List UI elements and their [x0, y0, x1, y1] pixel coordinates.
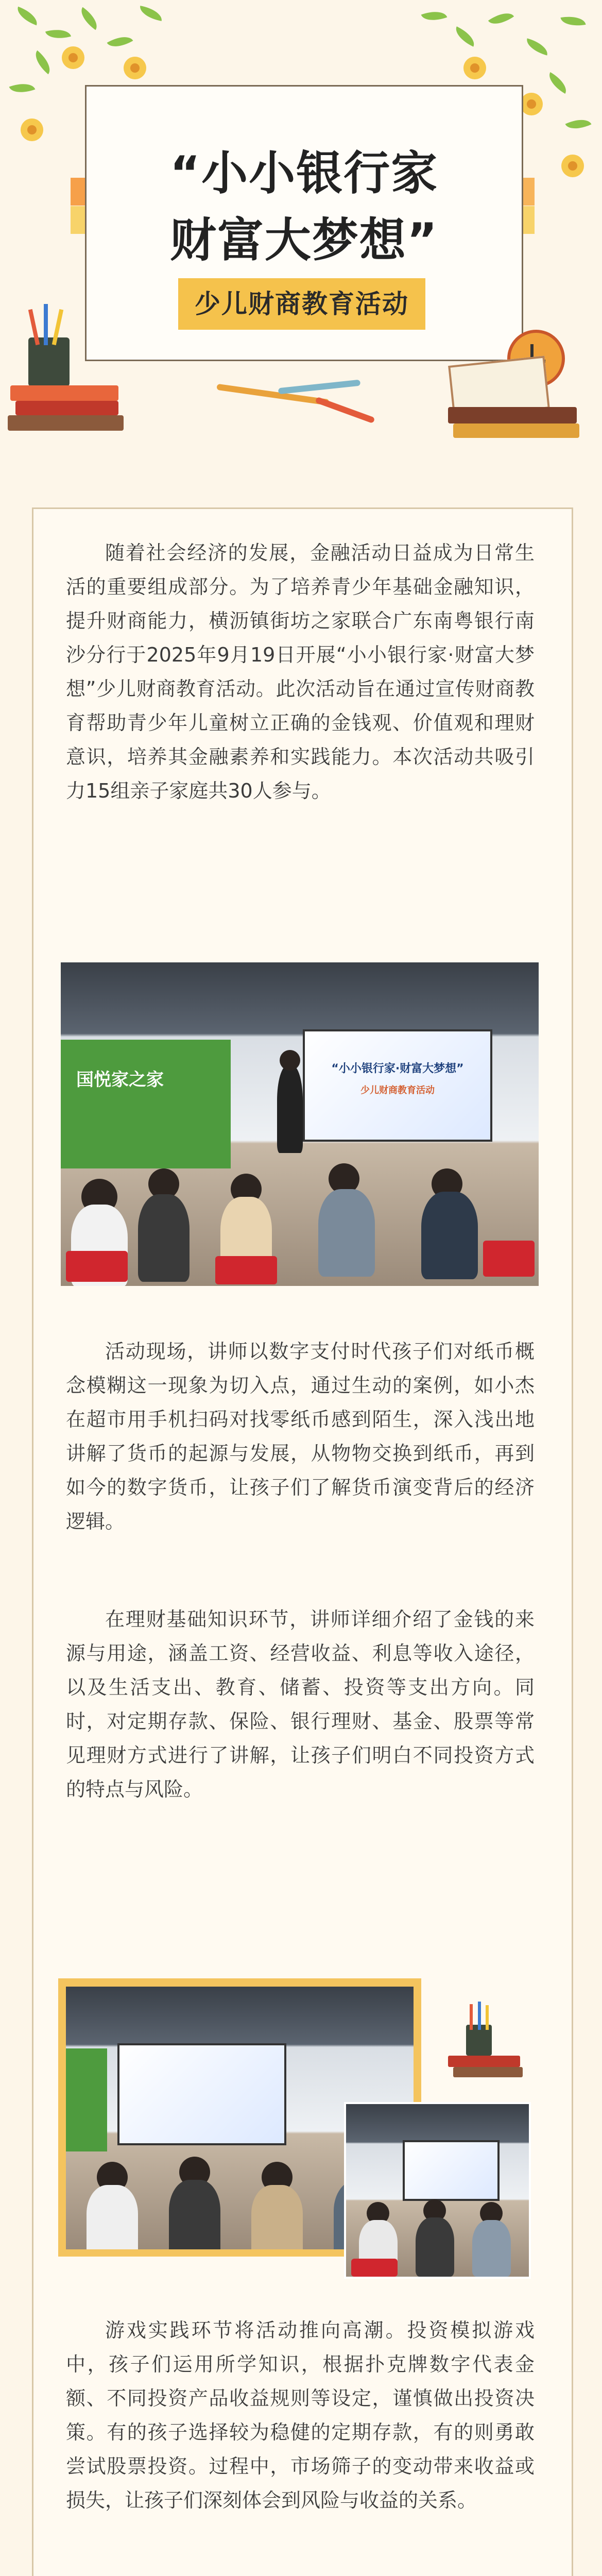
pencil-decoration [278, 380, 360, 395]
yellow-tab-decoration [71, 206, 86, 234]
pencil-decoration [315, 397, 375, 423]
page-title-line2: 财富大梦想” [169, 213, 439, 267]
article-paragraph-3: 在理财基础知识环节，讲师详细介绍了金钱的来源与用途，涵盖工资、经营收益、利息等收入途径，以及生活支出、教育、储蓄、投资等支出方向。同时，对定期存款、保险、银行理财、基金、股票等常见理财方式进行了讲解，让孩子们明白不同投资方式的特点与风险。 [66, 1608, 535, 1801]
article-paragraph-4: 游戏实践环节将活动推向高潮。投资模拟游戏中，孩子们运用所学知识，根据扑克牌数字代表金额、不同投资产品收益规则等设定，谨慎做出投资决策。有的孩子选择较为稳健的定期存款，有的则勇敢尝试股票投资。过程中，市场筛子的变动带来收益或损失，让孩子们深刻体会到风险与收益的关系。 [66, 2319, 535, 2512]
page-subtitle: 少儿财商教育活动 [178, 278, 425, 330]
photo-wall-sign: 国悦家之家 [76, 1070, 164, 1090]
photo-screen-title: “小小银行家·财富大梦想” [331, 1062, 464, 1075]
article-paragraph-1: 随着社会经济的发展，金融活动日益成为日常生活的重要组成部分。为了培养青少年基础金融知识，提升财商能力，横沥镇街坊之家联合广东南粤银行南沙分行于2025年9月19日开展“小小银行家·财富大梦想”少儿财商教育活动。此次活动旨在通过宣传财商教育帮助青少年儿童树立正确的金钱观、价值观和理财意识，培养其金融素养和实践能力。本次活动共吸引力15组亲子家庭共30人参与。 [66, 541, 535, 802]
activity-photo-classroom [61, 962, 539, 1286]
page-title-line1: “小小银行家 [169, 146, 439, 200]
header-banner [0, 0, 602, 464]
orange-tab-decoration [71, 178, 86, 206]
photo-screen-subtitle: 少儿财商教育活动 [360, 1085, 435, 1096]
article-paragraph-2: 活动现场，讲师以数字支付时代孩子们对纸币概念模糊这一现象为切入点，通过生动的案例，如小杰在超市用手机扫码对找零纸币感到陌生，深入浅出地讲解了货币的起源与发展，从物物交换到纸币，再到如今的数字货币，让孩子们了解货币演变背后的经济逻辑。 [66, 1340, 535, 1533]
activity-photo-audience [344, 2102, 531, 2279]
